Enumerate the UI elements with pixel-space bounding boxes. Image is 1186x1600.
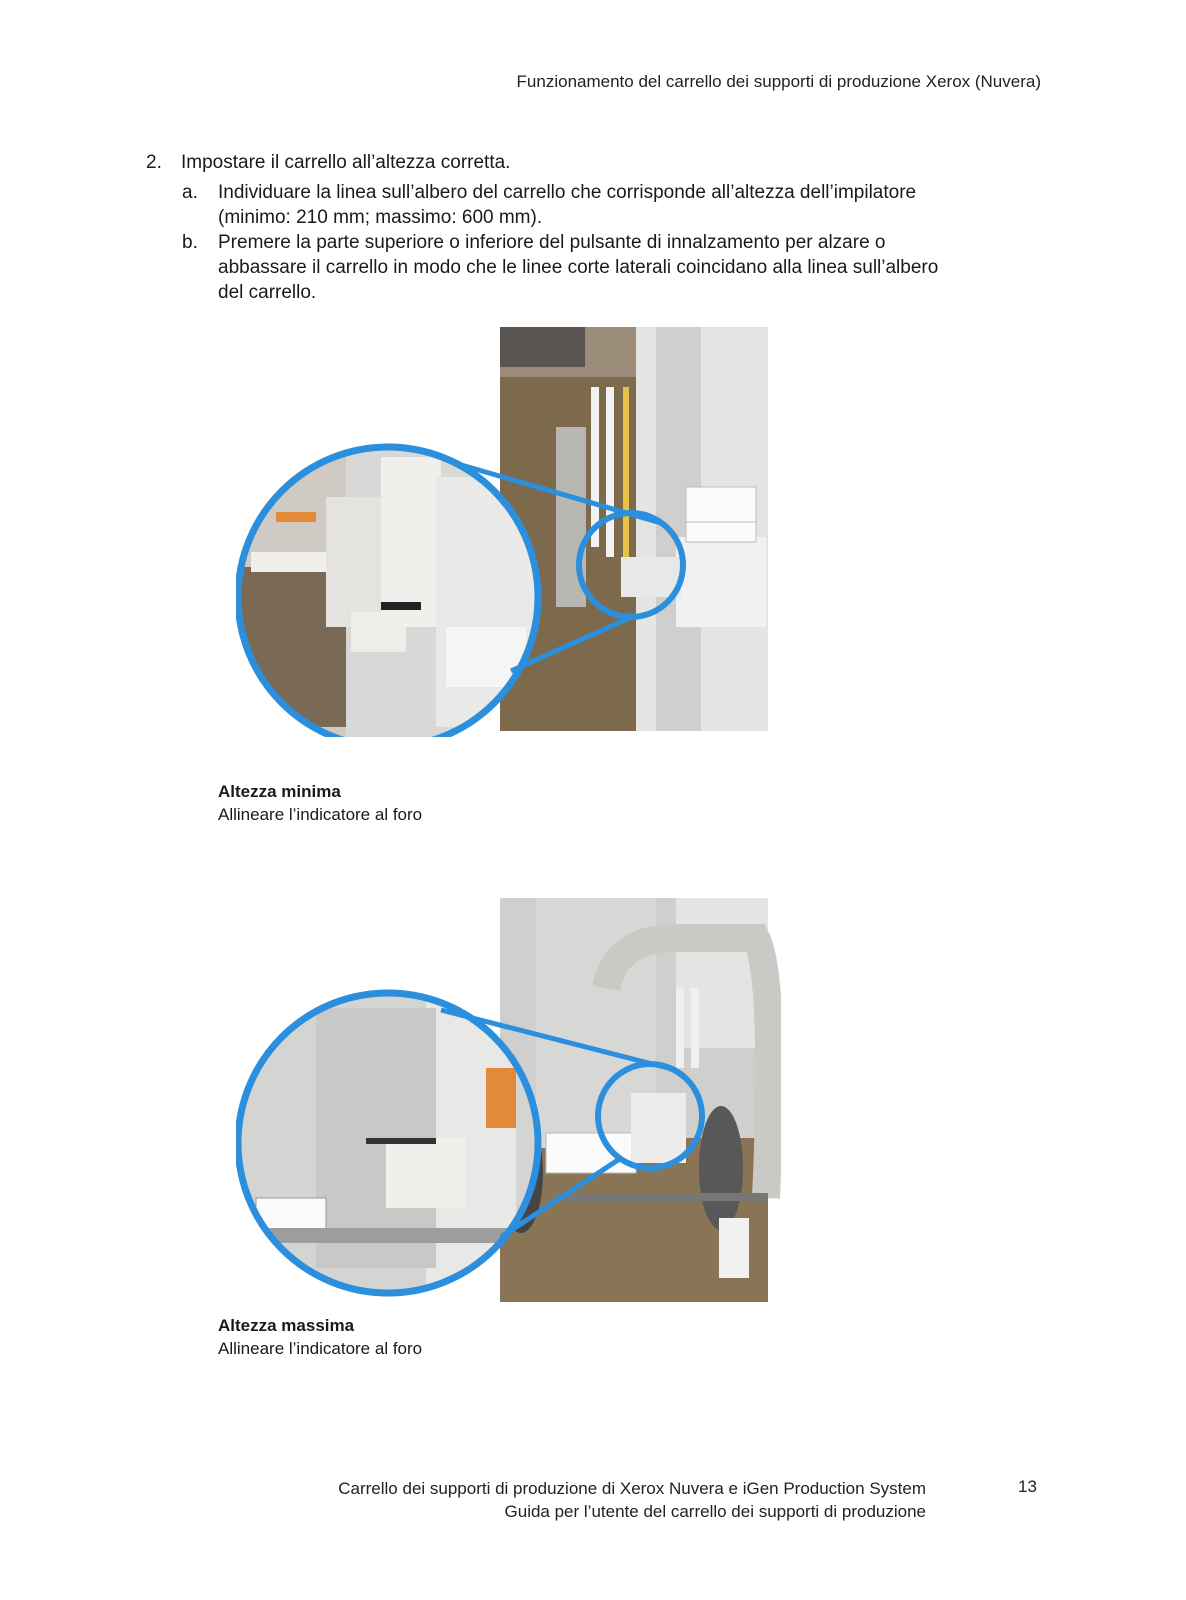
caption-max-title: Altezza massima [218, 1316, 355, 1335]
substep-b-line1: Premere la parte superiore o inferiore del pulsante di innalzamento per alzare o [218, 232, 886, 253]
caption-max-text: Allineare l’indicatore al foro [218, 1339, 423, 1358]
substep-b-text [218, 230, 1018, 305]
substep-b-line2: abbassare il carrello in modo che le linee corte laterali coincidano alla linea sull’albero [218, 257, 939, 278]
step-text: Impostare il carrello all’altezza corretta. [181, 152, 511, 173]
caption-min-height [218, 780, 422, 826]
footer-line1: Carrello dei supporti di produzione di Xerox Nuvera e iGen Production System [338, 1479, 926, 1498]
caption-max-height [218, 1314, 422, 1360]
footer-line2: Guida per l’utente del carrello dei supporti di produzione [504, 1502, 926, 1521]
figure-max-height [236, 898, 781, 1308]
step-number: 2. [146, 152, 162, 173]
substep-a-text [218, 180, 1018, 230]
figure-min-height [236, 327, 781, 737]
caption-min-title: Altezza minima [218, 782, 341, 801]
page-number: 13 [1018, 1477, 1037, 1496]
page-footer [338, 1477, 926, 1523]
substep-a-line1: Individuare la linea sull’albero del carrello che corrisponde all’altezza dell’impilatore [218, 182, 917, 203]
page-header: Funzionamento del carrello dei supporti di produzione Xerox (Nuvera) [516, 72, 1041, 91]
substep-b-line3: del carrello. [218, 282, 317, 303]
min-height-photo [236, 327, 781, 737]
substep-letter-a: a. [182, 182, 198, 203]
max-height-photo [236, 898, 781, 1308]
caption-min-text: Allineare l’indicatore al foro [218, 805, 423, 824]
substep-a-line2: (minimo: 210 mm; massimo: 600 mm). [218, 207, 543, 228]
substep-letter-b: b. [182, 232, 198, 253]
